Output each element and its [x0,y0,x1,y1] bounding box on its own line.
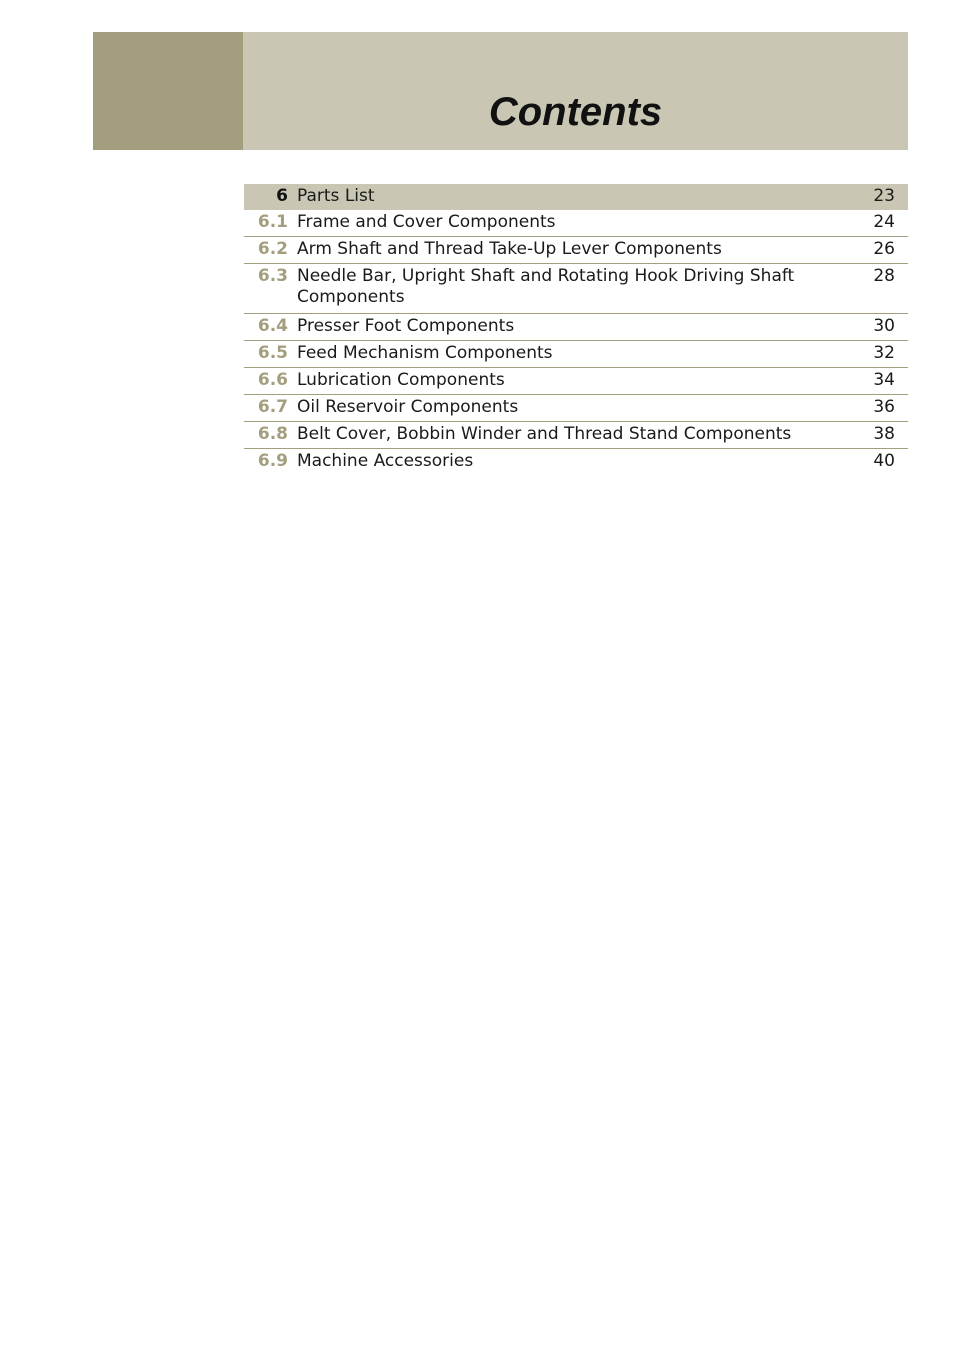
toc-entry-page: 28 [873,266,895,286]
toc-entry-title: Belt Cover, Bobbin Winder and Thread Stand Components [297,424,792,444]
toc-entry-number: 6.2 [257,239,288,259]
toc-entry-number: 6.9 [257,451,288,471]
toc-chapter-row[interactable] [244,184,908,210]
toc-entry-page: 24 [873,212,895,232]
toc-entry-number: 6.5 [257,343,288,363]
toc-entry-number: 6.4 [257,316,288,336]
toc-entry-page: 34 [873,370,895,390]
toc-entry-page: 38 [873,424,895,444]
toc-entry-title: Arm Shaft and Thread Take-Up Lever Components [297,239,722,259]
toc-entry[interactable] [244,422,908,449]
toc-entry-title: Needle Bar, Upright Shaft and Rotating Hook Driving Shaft Components [297,266,795,307]
toc-chapter-page: 23 [873,186,895,206]
toc-entry[interactable] [244,237,908,264]
toc-entry-page: 36 [873,397,895,417]
toc-entry-page: 26 [873,239,895,259]
toc-entry-number: 6.8 [257,424,288,444]
toc-entry[interactable] [244,368,908,395]
toc-entry-title: Oil Reservoir Components [297,397,519,417]
toc-entry-title: Presser Foot Components [297,316,515,336]
toc-entry[interactable] [244,210,908,237]
toc-entry[interactable] [244,449,908,475]
toc-entry[interactable] [244,341,908,368]
table-of-contents [244,184,908,475]
toc-entry-number: 6.7 [257,397,288,417]
toc-entry-number: 6.1 [257,212,288,232]
toc-chapter-title: Parts List [297,186,375,206]
toc-entry-title: Feed Mechanism Components [297,343,553,363]
page-title: Contents [488,90,663,134]
page-header [93,32,908,150]
toc-entry[interactable] [244,395,908,422]
toc-entry-title: Lubrication Components [297,370,505,390]
toc-entry-page: 40 [873,451,895,471]
toc-entry-page: 30 [873,316,895,336]
toc-entry[interactable] [244,314,908,341]
toc-entry-page: 32 [873,343,895,363]
toc-entry[interactable] [244,264,908,314]
toc-entry-number: 6.3 [257,266,288,286]
toc-entry-title: Machine Accessories [297,451,474,471]
toc-entry-number: 6.6 [257,370,288,390]
toc-chapter-number: 6 [276,186,288,206]
toc-entry-title: Frame and Cover Components [297,212,556,232]
